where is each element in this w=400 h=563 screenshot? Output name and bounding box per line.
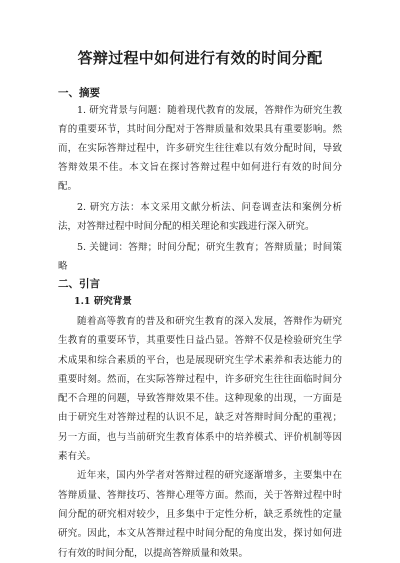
abstract-item-2: 2. 研究方法：本文采用文献分析法、问卷调查法和案例分析法，对答辩过程中时间分配的相关理论和实践进行深入研究。 xyxy=(58,202,342,232)
document-title: 答辩过程中如何进行有效的时间分配 xyxy=(77,49,323,67)
abstract-item-5: 5. 关键词：答辩；时间分配；研究生教育；答辩质量；时间策略 xyxy=(58,242,342,272)
abstract-item-1: 1. 研究背景与问题：随着现代教育的发展，答辩作为研究生教育的重要环节，其时间分配对于答辩质量和效果具有重要影响。然而，在实际答辩过程中，许多研究生往往难以有效分配时间，导致答辩效果不佳。本文旨在探讨答辩过程中如何进行有效的时间分配。 xyxy=(58,105,342,192)
section-heading-intro: 二、引言 xyxy=(58,278,100,290)
section-heading-abstract: 一、摘要 xyxy=(58,87,100,99)
intro-paragraph-1: 随着高等教育的普及和研究生教育的深入发展，答辩作为研究生教育的重要环节，其重要性日益凸显。答辩不仅是检验研究生学术成果和综合素质的平台，也是展现研究生学术素养和表达能力的重要时刻。然而，在实际答辩过程中，许多研究生往往面临时间分配不合理的问题，导致答辩效果不佳。这种现象的出现，一方面是由于研究生对答辩过程的认识不足，缺乏对答辩时间分配的重视；另一方面，也与当前研究生教育体系中的培养模式、评价机制等因素有关。 xyxy=(58,316,342,463)
intro-paragraph-2: 近年来，国内外学者对答辩过程的研究逐渐增多，主要集中在答辩质量、答辩技巧、答辩心理等方面。然而，关于答辩过程中时间分配的研究相对较少，且多集中于定性分析，缺乏系统性的定量研究。因此，本文从答辩过程中时间分配的角度出发，探讨如何进行有效的时间分配，以提高答辩质量和效果。 xyxy=(58,470,342,559)
subsection-heading-background: 1.1 研究背景 xyxy=(74,296,132,307)
